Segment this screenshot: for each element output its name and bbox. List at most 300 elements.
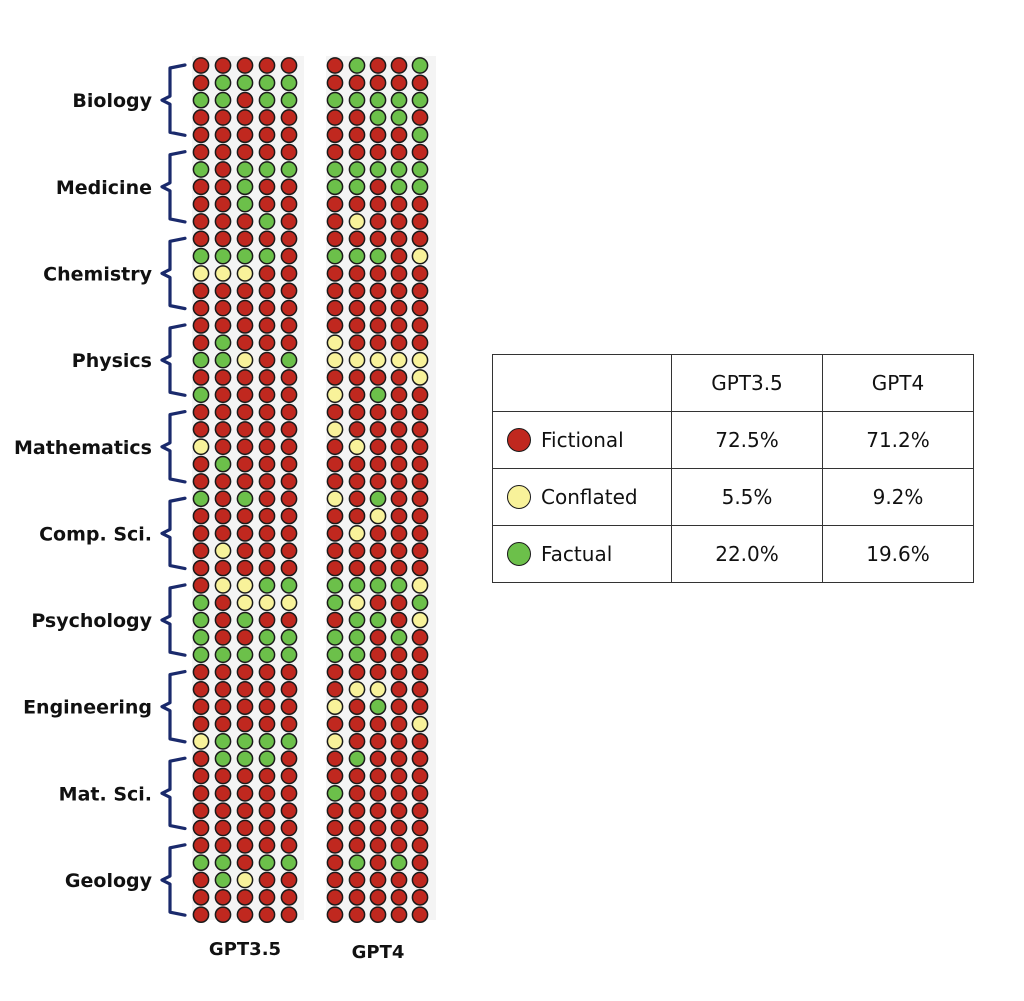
dot-gpt35-fictional bbox=[193, 405, 208, 420]
dot-gpt4-fictional bbox=[391, 526, 406, 541]
dot-gpt4-fictional bbox=[370, 335, 385, 350]
dot-gpt4-fictional bbox=[391, 249, 406, 264]
dot-gpt4-fictional bbox=[412, 890, 427, 905]
dot-gpt4-fictional bbox=[327, 474, 342, 489]
dot-gpt35-fictional bbox=[281, 560, 296, 575]
dot-gpt4-conflated bbox=[349, 214, 364, 229]
dot-gpt35-fictional bbox=[237, 907, 252, 922]
dot-gpt35-factual bbox=[259, 93, 274, 108]
dot-gpt4-fictional bbox=[412, 335, 427, 350]
dot-gpt35-fictional bbox=[237, 93, 252, 108]
dot-gpt4-factual bbox=[412, 595, 427, 610]
dot-gpt35-factual bbox=[193, 855, 208, 870]
dot-gpt4-fictional bbox=[349, 370, 364, 385]
dot-gpt4-factual bbox=[412, 93, 427, 108]
dot-gpt35-fictional bbox=[259, 907, 274, 922]
dot-gpt4-conflated bbox=[327, 387, 342, 402]
dot-gpt4-fictional bbox=[391, 456, 406, 471]
dot-gpt35-fictional bbox=[259, 474, 274, 489]
dot-gpt35-factual bbox=[193, 249, 208, 264]
dot-gpt4-factual bbox=[370, 93, 385, 108]
dot-gpt35-fictional bbox=[193, 474, 208, 489]
dot-gpt35-fictional bbox=[193, 456, 208, 471]
dot-gpt4-fictional bbox=[412, 491, 427, 506]
dot-gpt4-fictional bbox=[327, 266, 342, 281]
dot-gpt35-fictional bbox=[215, 127, 230, 142]
dot-gpt35-fictional bbox=[281, 439, 296, 454]
summary-row-conflated bbox=[493, 469, 974, 526]
dot-gpt35-fictional bbox=[215, 716, 230, 731]
dot-gpt35-factual bbox=[193, 630, 208, 645]
summary-table bbox=[492, 354, 974, 583]
dot-gpt4-factual bbox=[327, 249, 342, 264]
dot-gpt35-fictional bbox=[281, 145, 296, 160]
dot-gpt4-fictional bbox=[327, 405, 342, 420]
dot-gpt4-fictional bbox=[370, 526, 385, 541]
dot-gpt4-fictional bbox=[412, 283, 427, 298]
dot-gpt35-fictional bbox=[237, 405, 252, 420]
dot-gpt4-fictional bbox=[370, 855, 385, 870]
dot-gpt4-fictional bbox=[370, 283, 385, 298]
dot-gpt4-fictional bbox=[349, 456, 364, 471]
dot-gpt4-factual bbox=[327, 630, 342, 645]
dot-gpt4-fictional bbox=[327, 301, 342, 316]
dot-gpt35-fictional bbox=[193, 872, 208, 887]
dot-gpt35-fictional bbox=[281, 838, 296, 853]
dot-gpt4-fictional bbox=[370, 630, 385, 645]
dot-gpt35-fictional bbox=[259, 543, 274, 558]
dot-gpt35-fictional bbox=[215, 612, 230, 627]
dot-gpt35-fictional bbox=[237, 699, 252, 714]
dot-gpt4-conflated bbox=[327, 353, 342, 368]
dot-gpt4-fictional bbox=[391, 699, 406, 714]
dot-gpt35-fictional bbox=[215, 664, 230, 679]
dot-gpt35-fictional bbox=[215, 491, 230, 506]
dot-gpt35-fictional bbox=[193, 543, 208, 558]
dot-gpt4-fictional bbox=[349, 716, 364, 731]
value-gpt35-factual: 22.0% bbox=[672, 526, 823, 583]
dot-gpt35-factual bbox=[215, 456, 230, 471]
dot-gpt4-fictional bbox=[412, 768, 427, 783]
dot-gpt35-fictional bbox=[215, 214, 230, 229]
dot-gpt35-factual bbox=[215, 872, 230, 887]
dot-gpt35-factual bbox=[281, 578, 296, 593]
dot-gpt4-factual bbox=[349, 179, 364, 194]
dot-gpt35-fictional bbox=[193, 838, 208, 853]
dot-gpt35-conflated bbox=[215, 543, 230, 558]
dot-gpt4-fictional bbox=[370, 560, 385, 575]
dot-gpt4-fictional bbox=[370, 474, 385, 489]
dot-gpt35-fictional bbox=[259, 353, 274, 368]
dot-gpt4-fictional bbox=[349, 335, 364, 350]
dot-gpt35-fictional bbox=[215, 283, 230, 298]
legend-cell bbox=[493, 412, 672, 469]
dot-gpt35-fictional bbox=[259, 508, 274, 523]
dot-gpt35-fictional bbox=[281, 231, 296, 246]
dot-gpt35-factual bbox=[237, 162, 252, 177]
dot-gpt4-fictional bbox=[327, 110, 342, 125]
summary-header-row bbox=[493, 355, 974, 412]
dot-gpt35-fictional bbox=[215, 890, 230, 905]
dot-gpt4-factual bbox=[370, 110, 385, 125]
dot-gpt4-fictional bbox=[370, 543, 385, 558]
dot-gpt4-fictional bbox=[327, 664, 342, 679]
column-label-gpt35: GPT3.5 bbox=[208, 939, 282, 960]
dot-gpt4-fictional bbox=[412, 318, 427, 333]
category-label: Comp. Sci. bbox=[39, 523, 152, 546]
dot-gpt4-factual bbox=[327, 179, 342, 194]
dot-gpt4-fictional bbox=[327, 855, 342, 870]
dot-gpt4-fictional bbox=[327, 283, 342, 298]
dot-gpt35-fictional bbox=[281, 907, 296, 922]
dot-gpt4-fictional bbox=[370, 751, 385, 766]
dot-gpt4-fictional bbox=[412, 682, 427, 697]
dot-gpt4-conflated bbox=[391, 353, 406, 368]
dot-gpt35-fictional bbox=[215, 145, 230, 160]
dot-gpt4-fictional bbox=[391, 127, 406, 142]
dot-gpt4-fictional bbox=[391, 907, 406, 922]
summary-row-factual bbox=[493, 526, 974, 583]
dot-gpt35-fictional bbox=[215, 630, 230, 645]
dot-gpt35-fictional bbox=[237, 803, 252, 818]
dot-gpt4-fictional bbox=[412, 422, 427, 437]
dot-gpt4-conflated bbox=[412, 249, 427, 264]
dot-gpt4-conflated bbox=[327, 491, 342, 506]
dot-gpt4-fictional bbox=[327, 820, 342, 835]
dot-gpt4-factual bbox=[370, 612, 385, 627]
dot-gpt4-fictional bbox=[412, 543, 427, 558]
dot-gpt35-fictional bbox=[193, 890, 208, 905]
dot-gpt4-conflated bbox=[370, 353, 385, 368]
dot-gpt4-fictional bbox=[412, 855, 427, 870]
dot-gpt35-fictional bbox=[259, 110, 274, 125]
dot-gpt35-fictional bbox=[237, 630, 252, 645]
dot-gpt4-fictional bbox=[412, 907, 427, 922]
dot-gpt4-fictional bbox=[391, 682, 406, 697]
dot-gpt4-conflated bbox=[412, 612, 427, 627]
dot-gpt4-factual bbox=[327, 647, 342, 662]
dot-gpt4-factual bbox=[327, 786, 342, 801]
dot-gpt4-fictional bbox=[391, 387, 406, 402]
dot-gpt35-factual bbox=[215, 75, 230, 90]
dot-gpt4-fictional bbox=[391, 543, 406, 558]
dot-gpt35-fictional bbox=[237, 716, 252, 731]
dot-gpt35-fictional bbox=[281, 474, 296, 489]
dot-gpt35-fictional bbox=[193, 370, 208, 385]
dot-gpt35-fictional bbox=[193, 179, 208, 194]
dot-gpt4-fictional bbox=[327, 543, 342, 558]
dot-gpt35-fictional bbox=[237, 318, 252, 333]
dot-gpt35-fictional bbox=[259, 58, 274, 73]
dot-gpt4-fictional bbox=[370, 820, 385, 835]
dot-gpt35-factual bbox=[259, 855, 274, 870]
dot-gpt35-fictional bbox=[259, 768, 274, 783]
dot-gpt4-fictional bbox=[391, 370, 406, 385]
dot-gpt35-fictional bbox=[215, 387, 230, 402]
dot-gpt35-fictional bbox=[281, 58, 296, 73]
dot-gpt35-fictional bbox=[281, 405, 296, 420]
dot-gpt4-fictional bbox=[412, 560, 427, 575]
dot-gpt4-fictional bbox=[412, 664, 427, 679]
dot-gpt35-fictional bbox=[281, 110, 296, 125]
dot-gpt35-fictional bbox=[237, 370, 252, 385]
dot-gpt4-fictional bbox=[391, 474, 406, 489]
dot-gpt4-factual bbox=[391, 855, 406, 870]
dot-gpt35-factual bbox=[193, 387, 208, 402]
dot-gpt35-fictional bbox=[215, 197, 230, 212]
dot-gpt4-fictional bbox=[412, 456, 427, 471]
dot-gpt4-fictional bbox=[412, 647, 427, 662]
dot-gpt35-factual bbox=[193, 93, 208, 108]
dot-gpt35-factual bbox=[237, 491, 252, 506]
category-label: Biology bbox=[72, 90, 152, 113]
dot-gpt35-factual bbox=[237, 734, 252, 749]
dot-gpt35-fictional bbox=[215, 422, 230, 437]
dot-gpt4-fictional bbox=[412, 526, 427, 541]
dot-gpt4-fictional bbox=[327, 370, 342, 385]
dot-gpt35-fictional bbox=[237, 768, 252, 783]
dot-gpt4-factual bbox=[327, 93, 342, 108]
dot-gpt4-fictional bbox=[412, 214, 427, 229]
dot-gpt35-fictional bbox=[281, 786, 296, 801]
dot-gpt4-fictional bbox=[370, 301, 385, 316]
dot-gpt35-fictional bbox=[215, 58, 230, 73]
dot-gpt4-fictional bbox=[370, 768, 385, 783]
dot-gpt4-fictional bbox=[391, 266, 406, 281]
dot-gpt4-conflated bbox=[349, 526, 364, 541]
dot-gpt35-fictional bbox=[259, 456, 274, 471]
dot-gpt35-fictional bbox=[259, 283, 274, 298]
legend-cell bbox=[493, 526, 672, 583]
dot-gpt35-fictional bbox=[215, 838, 230, 853]
dot-gpt4-fictional bbox=[327, 872, 342, 887]
dot-gpt4-factual bbox=[391, 93, 406, 108]
dot-gpt35-conflated bbox=[215, 578, 230, 593]
dot-gpt4-conflated bbox=[327, 335, 342, 350]
dot-gpt4-fictional bbox=[412, 803, 427, 818]
dot-gpt35-fictional bbox=[193, 197, 208, 212]
dot-gpt35-fictional bbox=[215, 907, 230, 922]
dot-gpt35-fictional bbox=[215, 595, 230, 610]
dot-gpt4-fictional bbox=[412, 630, 427, 645]
dot-gpt35-factual bbox=[193, 162, 208, 177]
category-brace bbox=[162, 498, 185, 568]
dot-gpt4-fictional bbox=[391, 803, 406, 818]
dot-gpt35-fictional bbox=[193, 58, 208, 73]
dot-gpt4-factual bbox=[370, 491, 385, 506]
dot-gpt35-fictional bbox=[215, 820, 230, 835]
category-label: Chemistry bbox=[43, 263, 152, 286]
dot-gpt4-fictional bbox=[349, 907, 364, 922]
dot-gpt35-fictional bbox=[237, 855, 252, 870]
category-label: Physics bbox=[71, 350, 152, 373]
dot-gpt4-factual bbox=[391, 630, 406, 645]
dot-gpt35-fictional bbox=[259, 422, 274, 437]
dot-gpt4-fictional bbox=[370, 231, 385, 246]
dot-gpt35-fictional bbox=[215, 318, 230, 333]
dot-gpt4-factual bbox=[412, 58, 427, 73]
dot-gpt35-fictional bbox=[237, 682, 252, 697]
dot-gpt4-fictional bbox=[349, 110, 364, 125]
dot-gpt4-fictional bbox=[327, 145, 342, 160]
category-brace bbox=[162, 238, 185, 308]
dot-gpt35-fictional bbox=[193, 214, 208, 229]
dot-gpt4-factual bbox=[391, 162, 406, 177]
dot-gpt35-fictional bbox=[237, 110, 252, 125]
dot-gpt35-conflated bbox=[237, 353, 252, 368]
dot-gpt35-fictional bbox=[281, 751, 296, 766]
legend-label-fictional: Fictional bbox=[541, 428, 624, 452]
dot-gpt4-fictional bbox=[327, 318, 342, 333]
dot-gpt4-fictional bbox=[370, 595, 385, 610]
dot-gpt35-factual bbox=[193, 353, 208, 368]
dot-gpt35-fictional bbox=[237, 820, 252, 835]
dot-gpt35-factual bbox=[259, 75, 274, 90]
dot-gpt4-conflated bbox=[412, 716, 427, 731]
category-brace bbox=[162, 65, 185, 135]
dot-gpt4-factual bbox=[349, 855, 364, 870]
dot-gpt4-fictional bbox=[391, 318, 406, 333]
dot-gpt4-fictional bbox=[327, 612, 342, 627]
dot-gpt4-fictional bbox=[349, 491, 364, 506]
dot-gpt35-fictional bbox=[281, 214, 296, 229]
category-label: Mat. Sci. bbox=[58, 783, 152, 806]
dot-gpt4-fictional bbox=[349, 127, 364, 142]
dot-gpt4-fictional bbox=[349, 699, 364, 714]
dot-gpt4-fictional bbox=[412, 145, 427, 160]
dot-gpt4-fictional bbox=[327, 560, 342, 575]
dot-gpt35-fictional bbox=[259, 405, 274, 420]
dot-gpt35-fictional bbox=[193, 508, 208, 523]
dot-gpt35-fictional bbox=[215, 474, 230, 489]
dot-gpt4-fictional bbox=[412, 301, 427, 316]
dot-gpt4-fictional bbox=[349, 803, 364, 818]
dot-gpt4-fictional bbox=[412, 474, 427, 489]
dot-gpt4-conflated bbox=[412, 578, 427, 593]
dot-gpt35-factual bbox=[259, 734, 274, 749]
dot-gpt4-fictional bbox=[370, 127, 385, 142]
dot-gpt35-fictional bbox=[215, 405, 230, 420]
category-brace bbox=[162, 152, 185, 222]
dot-gpt35-fictional bbox=[259, 387, 274, 402]
dot-gpt35-fictional bbox=[237, 456, 252, 471]
dot-gpt35-fictional bbox=[259, 318, 274, 333]
dot-gpt35-fictional bbox=[215, 803, 230, 818]
dot-gpt35-fictional bbox=[193, 318, 208, 333]
dot-gpt4-fictional bbox=[349, 543, 364, 558]
dot-gpt4-fictional bbox=[327, 75, 342, 90]
dot-gpt4-fictional bbox=[349, 474, 364, 489]
dot-gpt4-fictional bbox=[349, 890, 364, 905]
dot-gpt4-fictional bbox=[391, 612, 406, 627]
dot-gpt35-factual bbox=[281, 647, 296, 662]
dot-gpt35-fictional bbox=[237, 664, 252, 679]
dot-gpt4-factual bbox=[349, 249, 364, 264]
dot-gpt35-fictional bbox=[215, 439, 230, 454]
dot-gpt4-fictional bbox=[349, 318, 364, 333]
dot-gpt35-factual bbox=[215, 855, 230, 870]
dot-gpt4-fictional bbox=[327, 456, 342, 471]
dot-gpt35-fictional bbox=[281, 543, 296, 558]
dot-gpt35-fictional bbox=[259, 301, 274, 316]
dot-gpt35-fictional bbox=[215, 682, 230, 697]
dot-gpt35-fictional bbox=[259, 612, 274, 627]
dot-gpt4-fictional bbox=[349, 560, 364, 575]
dot-gpt35-fictional bbox=[215, 768, 230, 783]
dot-gpt35-fictional bbox=[281, 890, 296, 905]
dot-gpt35-factual bbox=[215, 734, 230, 749]
dot-gpt4-factual bbox=[391, 179, 406, 194]
factual-swatch-icon bbox=[507, 542, 531, 566]
header-gpt35: GPT3.5 bbox=[672, 355, 823, 412]
dot-gpt4-fictional bbox=[391, 214, 406, 229]
dot-gpt4-fictional bbox=[412, 751, 427, 766]
dot-gpt35-fictional bbox=[259, 803, 274, 818]
dot-gpt35-fictional bbox=[281, 716, 296, 731]
dot-gpt4-fictional bbox=[370, 197, 385, 212]
dot-gpt35-fictional bbox=[281, 179, 296, 194]
dot-gpt4-fictional bbox=[370, 803, 385, 818]
dot-gpt35-conflated bbox=[215, 266, 230, 281]
dot-gpt4-factual bbox=[370, 387, 385, 402]
dot-gpt35-fictional bbox=[215, 699, 230, 714]
dot-gpt4-fictional bbox=[412, 734, 427, 749]
category-label: Geology bbox=[64, 870, 152, 892]
dot-gpt35-factual bbox=[215, 335, 230, 350]
dot-gpt35-fictional bbox=[237, 335, 252, 350]
dot-gpt35-fictional bbox=[237, 387, 252, 402]
dot-gpt35-fictional bbox=[215, 162, 230, 177]
dot-gpt35-fictional bbox=[237, 543, 252, 558]
dot-gpt35-fictional bbox=[237, 560, 252, 575]
dot-gpt4-fictional bbox=[370, 422, 385, 437]
dot-gpt35-fictional bbox=[193, 145, 208, 160]
dot-gpt35-fictional bbox=[281, 197, 296, 212]
dot-gpt35-factual bbox=[281, 855, 296, 870]
dot-gpt4-fictional bbox=[370, 145, 385, 160]
dot-gpt35-fictional bbox=[281, 803, 296, 818]
dot-gpt4-fictional bbox=[327, 231, 342, 246]
dot-gpt35-conflated bbox=[237, 872, 252, 887]
dot-gpt35-fictional bbox=[193, 231, 208, 246]
dot-gpt4-fictional bbox=[412, 838, 427, 853]
dot-gpt4-fictional bbox=[391, 283, 406, 298]
dot-gpt35-fictional bbox=[259, 439, 274, 454]
dot-gpt4-fictional bbox=[349, 734, 364, 749]
summary-row-fictional bbox=[493, 412, 974, 469]
dot-gpt35-fictional bbox=[281, 283, 296, 298]
dot-gpt4-fictional bbox=[391, 422, 406, 437]
dot-gpt4-factual bbox=[349, 58, 364, 73]
dot-gpt35-fictional bbox=[193, 283, 208, 298]
dot-gpt4-fictional bbox=[391, 405, 406, 420]
dot-gpt4-fictional bbox=[327, 716, 342, 731]
dot-gpt4-conflated bbox=[327, 422, 342, 437]
dot-gpt35-factual bbox=[237, 249, 252, 264]
dot-gpt4-conflated bbox=[327, 734, 342, 749]
dot-gpt35-fictional bbox=[237, 422, 252, 437]
dot-gpt35-fictional bbox=[259, 664, 274, 679]
dot-gpt4-factual bbox=[349, 162, 364, 177]
dot-gpt35-factual bbox=[281, 353, 296, 368]
dot-gpt35-factual bbox=[281, 734, 296, 749]
dot-gpt4-fictional bbox=[349, 768, 364, 783]
dot-gpt35-fictional bbox=[237, 526, 252, 541]
dot-gpt4-fictional bbox=[349, 405, 364, 420]
dot-gpt35-fictional bbox=[281, 422, 296, 437]
dot-gpt4-fictional bbox=[391, 301, 406, 316]
dot-gpt35-factual bbox=[281, 75, 296, 90]
